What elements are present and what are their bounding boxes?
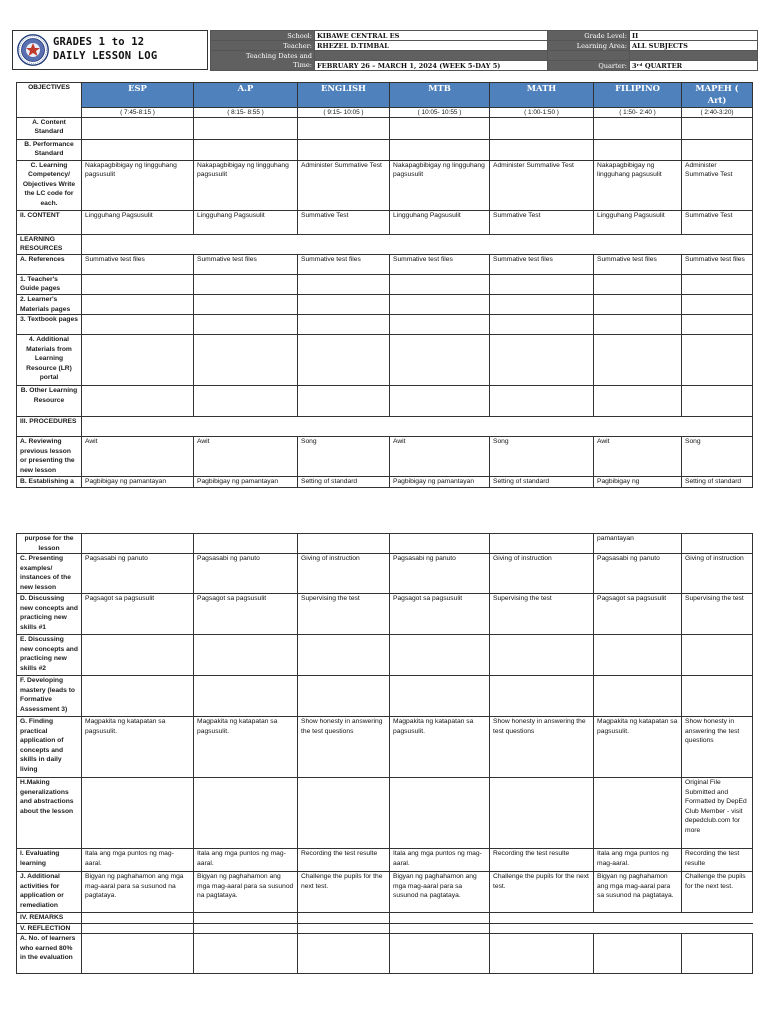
table-cell: Supervising the test — [490, 594, 594, 635]
row-label: IV. REMARKS — [17, 913, 82, 924]
row-label: II. CONTENT — [17, 210, 82, 234]
table-cell — [298, 778, 390, 849]
table-cell — [194, 778, 298, 849]
row-label: C. Learning Competency/ Objectives Write the LC code for each. — [17, 160, 82, 210]
table-cell: Summative Test — [490, 210, 594, 234]
row-discussing-1 — [17, 594, 753, 635]
row-reflection — [17, 923, 753, 934]
quarter-spacer-value — [630, 51, 758, 61]
table-cell — [390, 778, 490, 849]
row-developing — [17, 676, 753, 717]
table-cell: Lingguhang Pagsusulit — [194, 210, 298, 234]
table-cell: Magpakita ng katapatan sa pagsusulit. — [194, 717, 298, 778]
table-cell: Administer Summative Test — [490, 160, 594, 210]
row-label: G. Finding practical application of concepts and skills in daily living — [17, 717, 82, 778]
table-cell: Administer Summative Test — [682, 160, 753, 210]
row-learning-competency — [17, 160, 753, 210]
teacher-label: Teacher: — [211, 41, 315, 51]
table-cell: Summative test files — [82, 254, 194, 274]
row-content-standard — [17, 117, 753, 139]
table-cell: Challenge the pupils for the next test. — [298, 872, 390, 913]
table-cell: Nakapagbibigay ng lingguhang pagsusulit — [594, 160, 682, 210]
table-cell: Summative test files — [682, 254, 753, 274]
quarter-label: Quarter: — [548, 61, 630, 71]
row-remarks — [17, 913, 753, 924]
row-label: B. Other Learning Resource — [17, 386, 82, 417]
table-cell: Pagsasabi ng panuto — [82, 554, 194, 594]
table-cell — [490, 778, 594, 849]
table-cell: Recording the test resulte — [298, 849, 390, 872]
table-cell — [390, 534, 490, 554]
row-references — [17, 254, 753, 274]
subject-header-english: ENGLISH — [298, 83, 390, 108]
row-content — [17, 210, 753, 234]
table-cell: Lingguhang Pagsusulit — [594, 210, 682, 234]
table-cell: Summative test files — [298, 254, 390, 274]
table-cell: Pagsasabi ng panuto — [390, 554, 490, 594]
table-cell: Awit — [194, 437, 298, 477]
title-grades: GRADES 1 to 12 — [53, 36, 145, 48]
table-cell — [490, 534, 594, 554]
table-cell: Setting of standard — [298, 477, 390, 488]
time-mapeh: ( 2:40-3:20) — [682, 107, 753, 117]
deped-seal-icon — [17, 34, 49, 66]
table-cell: Pagsasabi ng panuto — [194, 554, 298, 594]
row-label: B. Establishing a — [17, 477, 82, 488]
table-cell: Song — [682, 437, 753, 477]
row-label: A. Reviewing previous lesson or presenting the new lesson — [17, 437, 82, 477]
school-value: KIBAWE CENTRAL ES — [315, 31, 548, 41]
table-cell: Awit — [594, 437, 682, 477]
title-daily-lesson-log: DAILY LESSON LOG — [53, 50, 158, 62]
table-cell: Challenge the pupils for the next test. — [490, 872, 594, 913]
table-cell: Pagsagot sa pagsusulit — [194, 594, 298, 635]
table-cell: Awit — [390, 437, 490, 477]
subject-header-esp: ESP — [82, 83, 194, 108]
time-math: ( 1:00-1:50 ) — [490, 107, 594, 117]
row-label: V. REFLECTION — [17, 923, 82, 934]
table-cell: Bigyan ng paghahamon ang mga mag-aaral para sa susunod na pagtataya. — [82, 872, 194, 913]
table-cell: Pagbibigay ng pamantayan — [194, 477, 298, 488]
row-reviewing — [17, 437, 753, 477]
time-english: ( 9:15- 10:05 ) — [298, 107, 390, 117]
lesson-log-table-page1 — [16, 82, 753, 488]
row-establishing — [17, 477, 753, 488]
table-cell: Pagsasabi ng panuto — [594, 554, 682, 594]
table-cell: Giving of instruction — [490, 554, 594, 594]
table-cell: Nakapagbibigay ng lingguhang pagsusulit — [82, 160, 194, 210]
row-label: LEARNING RESOURCES — [17, 234, 82, 254]
table-cell: Itala ang mga puntos ng mag-aaral. — [194, 849, 298, 872]
row-performance-standard — [17, 139, 753, 160]
subject-header-math: MATH — [490, 83, 594, 108]
table-cell: Bigyan ng paghahamon ang mga mag-aaral para sa susunod na pagtataya. — [390, 872, 490, 913]
table-cell: Bigyan ng paghahamon ang mga mag-aaral para sa susunod na pagtataya. — [594, 872, 682, 913]
table-cell: Summative Test — [682, 210, 753, 234]
row-label: 1. Teacher's Guide pages — [17, 274, 82, 294]
table-cell: Magpakita ng katapatan sa pagsusulit. — [390, 717, 490, 778]
table-cell: Pagbibigay ng — [594, 477, 682, 488]
table-cell: Challenge the pupils for the next test. — [682, 872, 753, 913]
table-cell: Bigyan ng paghahamon ang mga mag-aaral para sa susunod na pagtataya. — [194, 872, 298, 913]
table-cell: Administer Summative Test — [298, 160, 390, 210]
table-cell — [594, 778, 682, 849]
table-cell — [682, 534, 753, 554]
subject-header-ap: A.P — [194, 83, 298, 108]
table-cell: Supervising the test — [682, 594, 753, 635]
table-cell: Pagbibigay ng pamantayan — [82, 477, 194, 488]
table-cell: Recording the test resulte — [490, 849, 594, 872]
table-cell: Summative test files — [194, 254, 298, 274]
row-procedures — [17, 417, 753, 437]
table-cell: Recording the test resulte — [682, 849, 753, 872]
table-cell: Awit — [82, 437, 194, 477]
row-label: 4. Additional Materials from Learning Resource (LR) portal — [17, 335, 82, 386]
row-teachers-guide — [17, 274, 753, 294]
table-cell: Pagsagot sa pagsusulit — [390, 594, 490, 635]
row-purpose — [17, 534, 753, 554]
subject-header-mtb: MTB — [390, 83, 490, 108]
row-no-learners — [17, 934, 753, 974]
time-esp: ( 7:45-8:15 ) — [82, 107, 194, 117]
row-label: E. Discussing new concepts and practicing new skills #2 — [17, 635, 82, 676]
row-presenting — [17, 554, 753, 594]
table-cell: Nakapagbibigay ng lingguhang pagsusulit — [194, 160, 298, 210]
table-cell: Pagbibigay ng pamantayan — [390, 477, 490, 488]
subject-header-filipino: FILIPINO — [594, 83, 682, 108]
row-additional-activities — [17, 872, 753, 913]
row-label: 2. Learner's Materials pages — [17, 295, 82, 315]
table-cell: Itala ang mga puntos ng mag-aaral. — [594, 849, 682, 872]
objectives-header: OBJECTIVES — [17, 83, 82, 118]
row-label: F. Developing mastery (leads to Formative Assessment 3) — [17, 676, 82, 717]
table-cell: Summative Test — [298, 210, 390, 234]
row-label: D. Discussing new concepts and practicing new skills #1 — [17, 594, 82, 635]
lesson-log-table-page2 — [16, 533, 753, 974]
learning-area-value: ALL SUBJECTS — [630, 41, 758, 51]
header-info-table — [210, 30, 758, 71]
row-textbook — [17, 315, 753, 335]
teaching-dates-value: FEBRUARY 26 – MARCH 1, 2024 (WEEK 5-DAY 5) — [315, 61, 548, 71]
row-learning-resources — [17, 234, 753, 254]
dll-title-box — [12, 30, 208, 70]
learning-area-label: Learning Area: — [548, 41, 630, 51]
grade-level-value: II — [630, 31, 758, 41]
dates-label-line1: Teaching Dates and — [211, 51, 315, 61]
table-cell: Itala ang mga puntos ng mag-aaral. — [390, 849, 490, 872]
table-cell: Summative test files — [390, 254, 490, 274]
row-label: J. Additional activities for application or remediation — [17, 872, 82, 913]
dates-spacer — [315, 51, 548, 61]
table-cell: Song — [490, 437, 594, 477]
table-cell: Giving of instruction — [298, 554, 390, 594]
table-cell — [194, 534, 298, 554]
time-mtb: ( 10:05- 10:55 ) — [390, 107, 490, 117]
dates-label-line2: Time: — [211, 61, 315, 71]
table-cell: Show honesty in answering the test questions — [490, 717, 594, 778]
row-label: H.Making generalizations and abstractions about the lesson — [17, 778, 82, 849]
teacher-value: RHEZEL D.TIMBAL — [315, 41, 548, 51]
row-label: A. Content Standard — [17, 117, 82, 139]
row-label: III. PROCEDURES — [17, 417, 82, 437]
row-label: C. Presenting examples/ instances of the new lesson — [17, 554, 82, 594]
row-other-resources — [17, 386, 753, 417]
row-label: 3. Textbook pages — [17, 315, 82, 335]
table-cell: Setting of standard — [682, 477, 753, 488]
table-cell: Nakapagbibigay ng lingguhang pagsusulit — [390, 160, 490, 210]
table-cell: Show honesty in answering the test questions — [682, 717, 753, 778]
quarter-value: 3ʳᵈ QUARTER — [630, 61, 758, 71]
row-label: A. References — [17, 254, 82, 274]
table-cell — [298, 534, 390, 554]
quarter-spacer-label — [548, 51, 630, 61]
subject-header-mapeh: MAPEH ( Art) — [682, 83, 753, 108]
row-learners-materials — [17, 295, 753, 315]
time-filipino: ( 1:50- 2:40 ) — [594, 107, 682, 117]
table-cell: Summative test files — [594, 254, 682, 274]
time-ap: ( 8:15- 8:55 ) — [194, 107, 298, 117]
table-cell: Lingguhang Pagsusulit — [82, 210, 194, 234]
table-cell: pamantayan — [594, 534, 682, 554]
table-cell — [82, 534, 194, 554]
grade-level-label: Grade Level: — [548, 31, 630, 41]
row-additional-materials — [17, 335, 753, 386]
school-label: School: — [211, 31, 315, 41]
table-cell: Original File Submitted and Formatted by DepEd Club Member - visit depedclub.com for more — [682, 778, 753, 849]
row-label: B. Performance Standard — [17, 139, 82, 160]
table-cell: Giving of instruction — [682, 554, 753, 594]
table-cell: Magpakita ng katapatan sa pagsusulit. — [594, 717, 682, 778]
table-cell: Lingguhang Pagsusulit — [390, 210, 490, 234]
row-label: purpose for the lesson — [17, 534, 82, 554]
table-cell: Supervising the test — [298, 594, 390, 635]
row-label: A. No. of learners who earned 80% in the evaluation — [17, 934, 82, 974]
table-cell: Song — [298, 437, 390, 477]
row-label: I. Evaluating learning — [17, 849, 82, 872]
row-evaluating — [17, 849, 753, 872]
table-cell: Setting of standard — [490, 477, 594, 488]
row-discussing-2 — [17, 635, 753, 676]
table-cell: Itala ang mga puntos ng mag-aaral. — [82, 849, 194, 872]
row-finding — [17, 717, 753, 778]
table-cell: Show honesty in answering the test questions — [298, 717, 390, 778]
table-cell — [82, 778, 194, 849]
table-cell: Pagsagot sa pagsusulit — [594, 594, 682, 635]
table-cell: Magpakita ng katapatan sa pagsusulit. — [82, 717, 194, 778]
row-making — [17, 778, 753, 849]
table-cell: Summative test files — [490, 254, 594, 274]
table-cell: Pagsagot sa pagsusulit — [82, 594, 194, 635]
